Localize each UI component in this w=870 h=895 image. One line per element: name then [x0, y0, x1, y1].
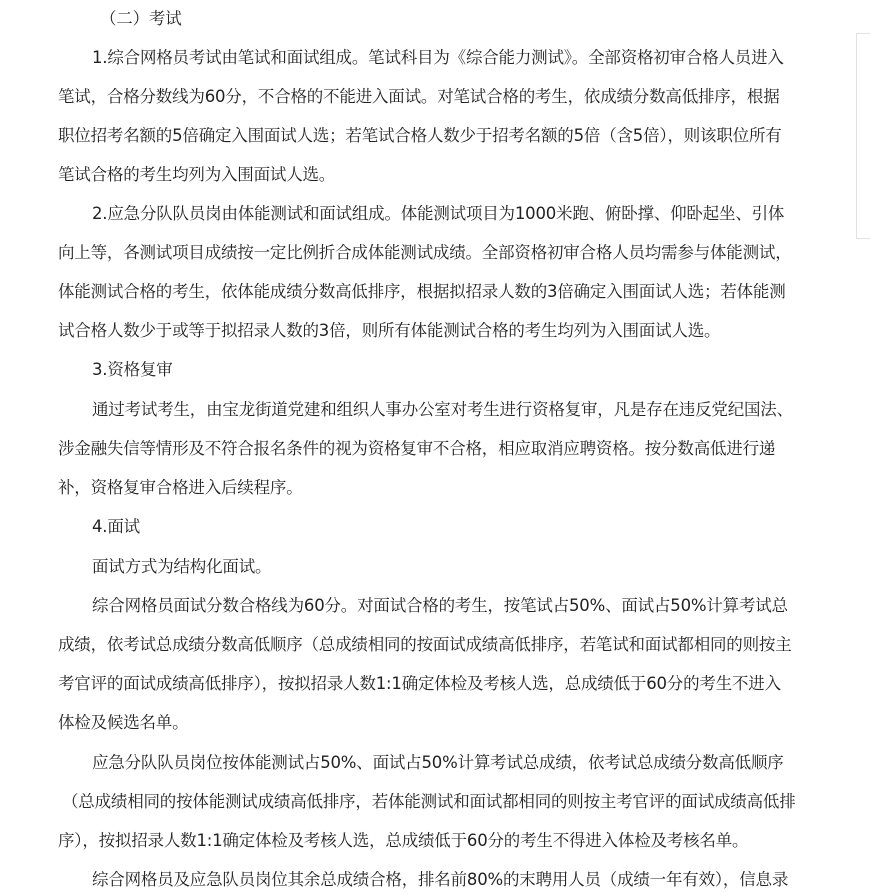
paragraph-line: 笔试，合格分数线为60分，不合格的不能进入面试。对笔试合格的考生，依成绩分数高低排序，根据 — [58, 87, 780, 106]
paragraph-line: （总成绩相同的按体能测试成绩高低排序，若体能测试和面试都相同的则按主考官评的面试成绩高低排 — [62, 792, 796, 811]
paragraph-line: 补，资格复审合格进入后续程序。 — [58, 478, 303, 497]
paragraph-line: 综合网格员及应急队员岗位其余总成绩合格，排名前80%的末聘用人员（成绩一年有效），信息录 — [92, 870, 789, 889]
section-heading-review: 3.资格复审 — [92, 360, 173, 379]
paragraph-line: 向上等，各测试项目成绩按一定比例折合成体能测试成绩。全部资格初审合格人员均需参与体能测试， — [58, 243, 792, 262]
paragraph-line: 1.综合网格员考试由笔试和面试组成。笔试科目为《综合能力测试》。全部资格初审合格人员进入 — [92, 48, 784, 67]
paragraph-line: 体检及候选名单。 — [58, 713, 189, 732]
paragraph-line: 试合格人数少于或等于拟招录人数的3倍，则所有体能测试合格的考生均列为入围面试人选。 — [58, 321, 721, 340]
scrollbar[interactable] — [856, 33, 870, 239]
paragraph-line: 通过考试考生，由宝龙街道党建和组织人事办公室对考生进行资格复审，凡是存在违反党纪国法、 — [92, 400, 793, 419]
paragraph-line: 序），按拟招录人数1:1确定体检及考核人选，总成绩低于60分的考生不得进入体检及考核名单。 — [58, 831, 749, 850]
section-heading-exam: （二）考试 — [100, 9, 182, 28]
paragraph-line: 2.应急分队队员岗由体能测试和面试组成。体能测试项目为1000米跑、俯卧撑、仰卧起坐、引体 — [92, 204, 785, 223]
paragraph-line: 体能测试合格的考生，依体能成绩分数高低排序，根据拟招录人数的3倍确定入围面试人选；若体能测 — [58, 282, 786, 301]
paragraph-line: 考官评的面试成绩高低排序），按拟招录人数1:1确定体检及考核人选，总成绩低于60分的考生不进入 — [58, 674, 781, 693]
paragraph-line: 成绩，依考试总成绩分数高低顺序（总成绩相同的按面试成绩高低排序，若笔试和面试都相同的则按主 — [58, 635, 792, 654]
paragraph-line: 综合网格员面试分数合格线为60分。对面试合格的考生，按笔试占50%、面试占50%计算考试总 — [92, 596, 788, 615]
paragraph-line: 笔试合格的考生均列为入围面试人选。 — [58, 165, 336, 184]
paragraph-line: 应急分队队员岗位按体能测试占50%、面试占50%计算考试总成绩，依考试总成绩分数高低顺序 — [92, 753, 784, 772]
paragraph-line: 涉金融失信等情形及不符合报名条件的视为资格复审不合格，相应取消应聘资格。按分数高低进行递 — [58, 439, 776, 458]
section-heading-interview: 4.面试 — [92, 517, 140, 536]
paragraph-line: 面试方式为结构化面试。 — [92, 557, 272, 576]
paragraph-line: 职位招考名额的5倍确定入围面试人选；若笔试合格人数少于招考名额的5倍（含5倍），则该职位所有 — [58, 126, 782, 145]
